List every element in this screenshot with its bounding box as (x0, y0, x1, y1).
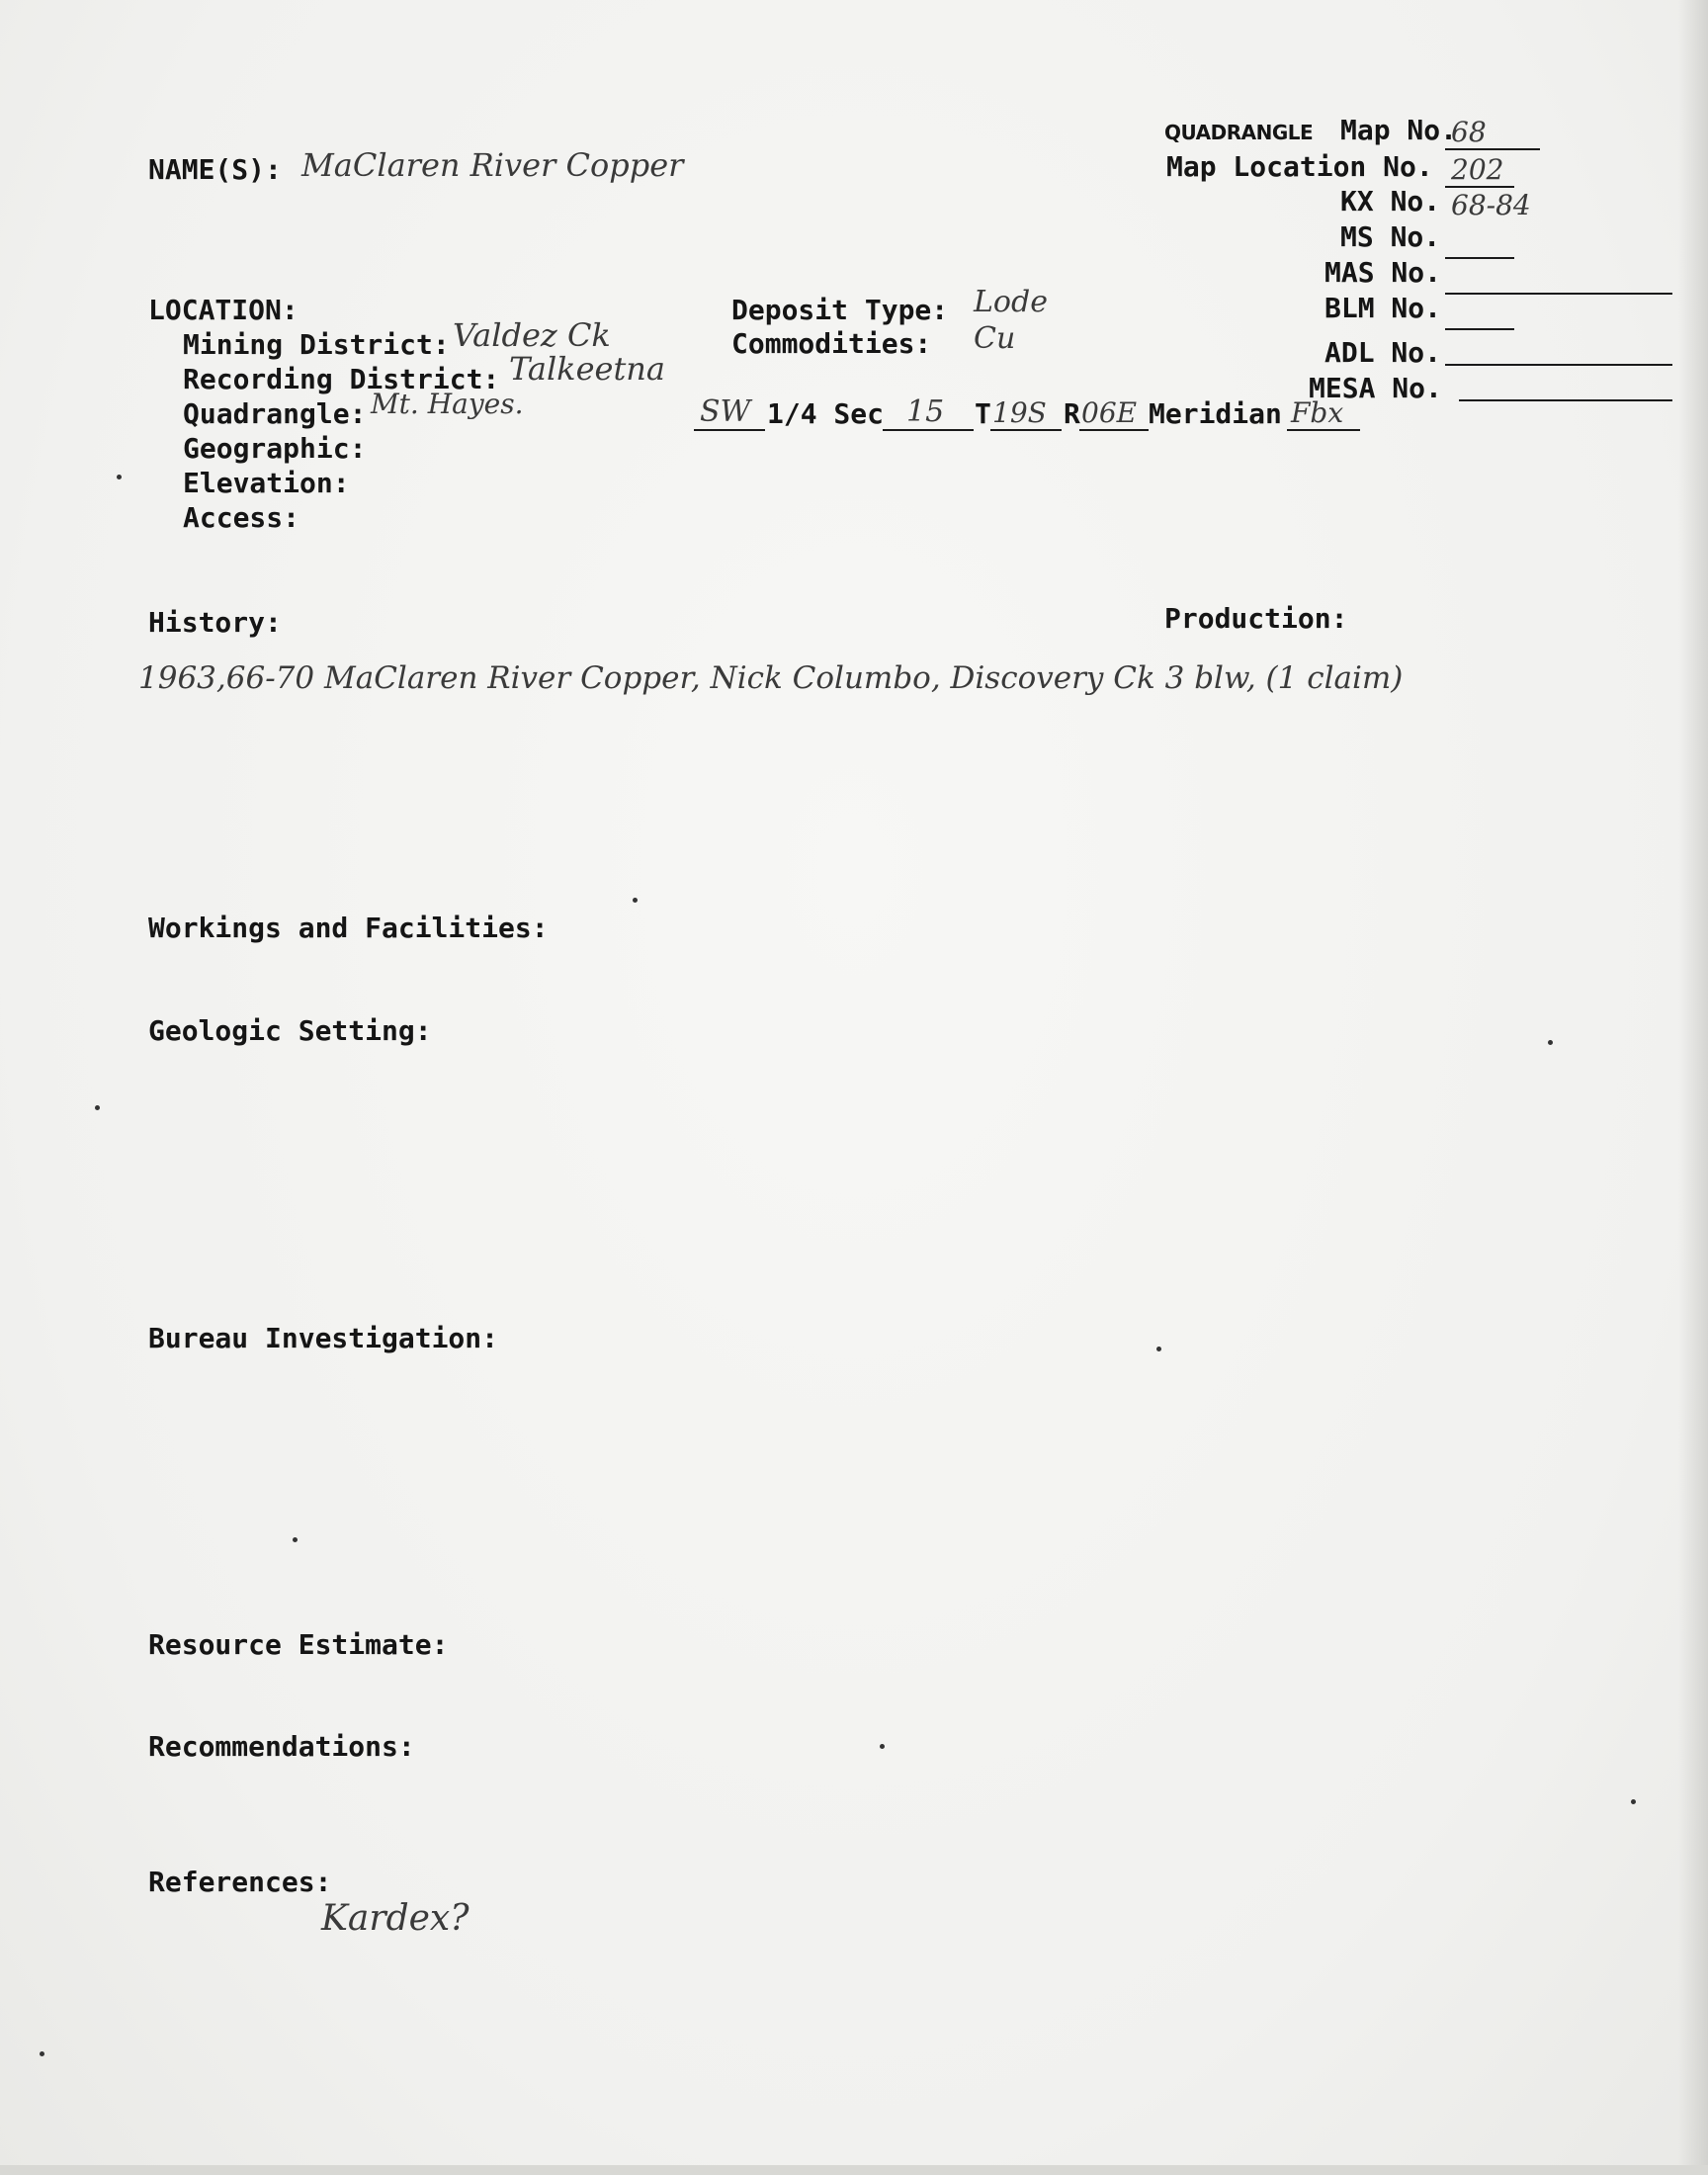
bureau-investigation-label: Bureau Investigation: (148, 1322, 499, 1354)
r-value: 06E (1081, 396, 1138, 429)
r-label: R (1064, 397, 1080, 430)
access-label: Access: (183, 501, 300, 534)
map-location-value: 202 (1451, 153, 1504, 186)
mining-district-label: Mining District: (183, 328, 450, 361)
sec-value: 15 (906, 394, 945, 429)
ms-field (1445, 223, 1514, 259)
quarter-value: SW (700, 394, 751, 429)
workings-label: Workings and Facilities: (148, 912, 549, 944)
mesa-label: MESA No. (1309, 372, 1442, 404)
mesa-field (1459, 366, 1672, 401)
t-label: T (975, 397, 991, 430)
meridian-value: Fbx (1291, 396, 1344, 429)
scan-speck (1156, 1347, 1161, 1351)
deposit-type-label: Deposit Type: (731, 294, 949, 326)
references-label: References: (148, 1866, 332, 1898)
commodities-label: Commodities: (731, 327, 932, 360)
commodities-value: Cu (974, 321, 1016, 356)
r-field (1079, 395, 1149, 431)
meridian-field (1287, 395, 1360, 431)
kx-value: 68-84 (1451, 189, 1531, 221)
recommendations-label: Recommendations: (148, 1730, 415, 1763)
history-text: 1963,66-70 MaClaren River Copper, Nick Columbo, Discovery Ck 3 blw, (1 claim) (138, 660, 1404, 696)
quad-map-value: 68 (1451, 116, 1487, 148)
scan-speck (40, 2051, 44, 2056)
blm-field (1445, 295, 1514, 330)
scan-speck (117, 475, 122, 479)
map-location-label: Map Location No. (1166, 150, 1433, 183)
references-value: Kardex? (321, 1898, 470, 1939)
scan-speck (1631, 1799, 1636, 1804)
sec-field (883, 395, 974, 431)
ms-label: MS No. (1340, 220, 1441, 253)
t-field (990, 395, 1062, 431)
scan-speck (293, 1537, 298, 1542)
scan-speck (880, 1744, 885, 1749)
names-label: NAME(S): (148, 153, 282, 186)
mas-field (1445, 259, 1672, 295)
quad-map-field (1445, 115, 1540, 150)
location-heading: LOCATION: (148, 294, 299, 326)
history-label: History: (148, 606, 282, 639)
names-value: MaClaren River Copper (301, 146, 684, 184)
deposit-type-value: Lode (974, 285, 1048, 319)
blm-label: BLM No. (1324, 292, 1442, 324)
kx-field (1445, 188, 1544, 221)
t-value: 19S (992, 396, 1047, 429)
production-label: Production: (1164, 602, 1348, 635)
elevation-label: Elevation: (183, 467, 350, 499)
geologic-setting-label: Geologic Setting: (148, 1014, 432, 1047)
kx-label: KX No. (1340, 185, 1441, 218)
page-edge-shadow (1678, 0, 1708, 2175)
mining-district-value: Valdez Ck (453, 316, 611, 354)
resource-estimate-label: Resource Estimate: (148, 1628, 449, 1661)
map-location-field (1445, 152, 1514, 188)
geographic-label: Geographic: (183, 432, 367, 465)
adl-field (1445, 330, 1672, 366)
quadrangle-label: Quadrangle: (183, 397, 367, 430)
scan-speck (1548, 1040, 1553, 1045)
quadrangle-value: Mt. Hayes. (371, 388, 524, 420)
quadrangle-stamp: QUADRANGLE (1164, 121, 1314, 144)
recording-district-label: Recording District: (183, 363, 500, 395)
recording-district-value: Talkeetna (509, 350, 665, 388)
meridian-label: Meridian (1149, 397, 1282, 430)
adl-label: ADL No. (1324, 336, 1442, 369)
quarter-label: 1/4 Sec (767, 397, 885, 430)
page-bottom-edge (0, 2165, 1708, 2175)
scan-speck (633, 898, 638, 903)
scan-speck (95, 1105, 100, 1110)
quarter-field (694, 395, 765, 431)
quad-map-label: Map No. (1340, 114, 1458, 146)
mas-label: MAS No. (1324, 256, 1442, 289)
